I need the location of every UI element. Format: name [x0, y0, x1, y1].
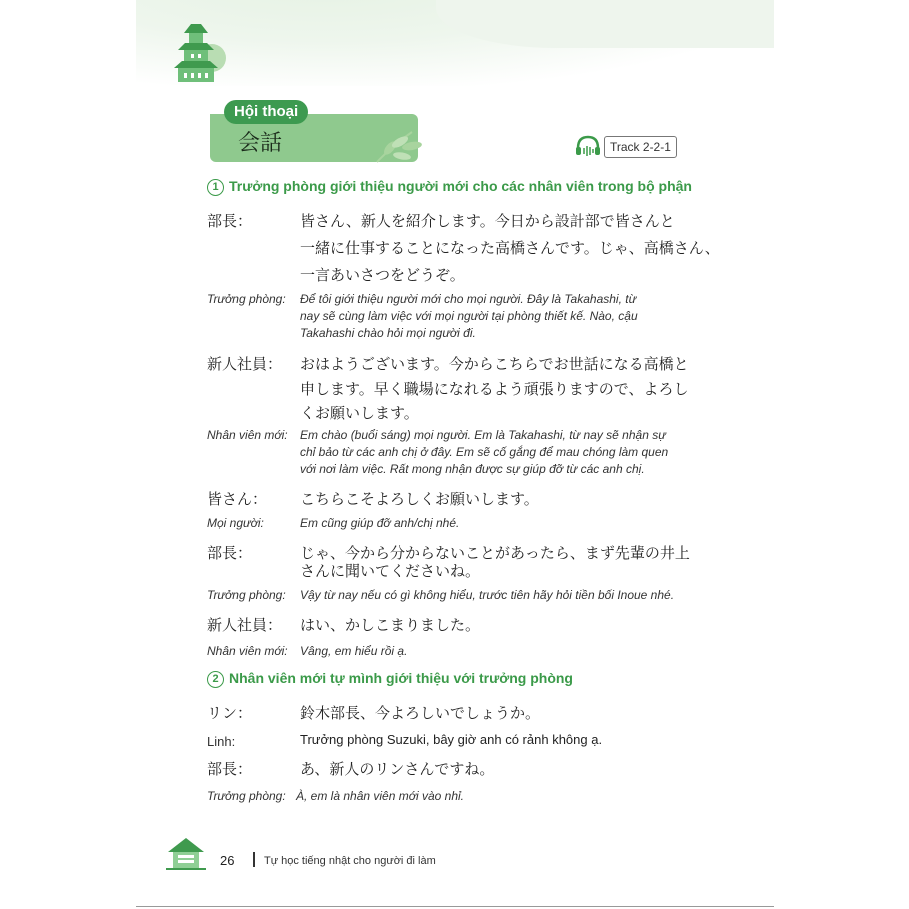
translation-line: Em chào (buổi sáng) mọi người. Em là Takahashi, từ nay sẽ nhận sự: [300, 428, 666, 442]
translation-line: Vậy từ nay nếu có gì không hiểu, trước tiên hãy hỏi tiền bối Inoue nhé.: [300, 588, 675, 602]
headphones-icon: [574, 134, 602, 158]
dialogue-line: はい、かしこまりました。: [300, 616, 481, 634]
section-heading-2: [207, 670, 573, 688]
speaker-label: Nhân viên mới:: [207, 644, 288, 658]
dialogue-line: じゃ、今から分からないことがあったら、まず先輩の井上: [300, 544, 690, 562]
translation-line: Trưởng phòng Suzuki, bây giờ anh có rảnh không ạ.: [300, 732, 603, 747]
speaker-label: 新人社員：: [207, 616, 283, 634]
speaker-label: Nhân viên mới:: [207, 428, 288, 442]
speaker-label: Trưởng phòng:: [207, 588, 286, 602]
speaker-label: 皆さん：: [207, 490, 268, 508]
dialogue-line: 一緒に仕事することになった高橋さんです。じゃ、高橋さん、: [300, 239, 720, 257]
book-title: Tự học tiếng nhật cho người đi làm: [264, 855, 436, 867]
dialogue-line: 皆さん、新人を紹介します。今日から設計部で皆さんと: [300, 212, 675, 230]
leaf-icon: [372, 126, 432, 166]
translation-line: Để tôi giới thiệu người mới cho mọi người. Đây là Takahashi, từ: [300, 292, 637, 306]
speaker-label: 部長：: [207, 212, 253, 230]
castle-icon: [160, 18, 230, 86]
track-label: Track 2-2-1: [604, 136, 677, 158]
speaker-label: Trưởng phòng:: [207, 789, 286, 803]
footer-divider: [253, 852, 255, 867]
speaker-label: リン：: [207, 704, 253, 722]
top-decoration-curve: [436, 0, 774, 48]
dialogue-line: あ、新人のリンさんですね。: [300, 760, 495, 778]
translation-line: với nơi làm việc. Rất mong nhận được sự giúp đỡ từ các anh chị.: [300, 462, 645, 476]
translation-line: À, em là nhân viên mới vào nhỉ.: [296, 789, 465, 803]
speaker-label: 新人社員：: [207, 355, 283, 373]
dialogue-line: 申します。早く職場になれるよう頑張りますので、よろし: [300, 380, 689, 398]
section-title: Trưởng phòng giới thiệu người mới cho các nhân viên trong bộ phận: [229, 178, 692, 194]
header-tag: Hội thoại: [224, 100, 308, 124]
bottom-rule: [136, 906, 774, 907]
dialogue-line: さんに聞いてくださいね。: [300, 562, 481, 580]
book-page: [136, 0, 774, 909]
translation-line: Em cũng giúp đỡ anh/chị nhé.: [300, 516, 460, 530]
translation-line: Takahashi chào hỏi mọi người đi.: [300, 326, 476, 340]
speaker-label: Trưởng phòng:: [207, 292, 286, 306]
section-number: 1: [207, 179, 224, 196]
section-heading-1: [207, 178, 692, 196]
section-title: Nhân viên mới tự mình giới thiệu với trưởng phòng: [229, 670, 573, 686]
dialogue-line: くお願いします。: [300, 404, 419, 422]
dialogue-line: こちらこそよろしくお願いします。: [300, 490, 539, 508]
translation-line: Vâng, em hiểu rồi ạ.: [300, 644, 408, 658]
speaker-label: Mọi người:: [207, 516, 264, 530]
speaker-label: 部長：: [207, 760, 253, 778]
dialogue-line: 鈴木部長、今よろしいでしょうか。: [300, 704, 541, 722]
header-title: 会話: [238, 131, 283, 156]
dialogue-line: おはようございます。今からこちらでお世話になる高橋と: [300, 355, 689, 373]
translation-line: chỉ bảo từ các anh chị ở đây. Em sẽ cố gắng để mau chóng làm quen: [300, 445, 669, 459]
speaker-label: 部長：: [207, 544, 253, 562]
translation-line: nay sẽ cùng làm việc với mọi người tại phòng thiết kế. Nào, cậu: [300, 309, 638, 323]
page-number: 26: [220, 853, 235, 868]
speaker-label: Linh:: [207, 734, 236, 749]
section-number: 2: [207, 671, 224, 688]
dialogue-line: 一言あいさつをどうぞ。: [300, 266, 465, 284]
house-icon: [166, 836, 206, 870]
